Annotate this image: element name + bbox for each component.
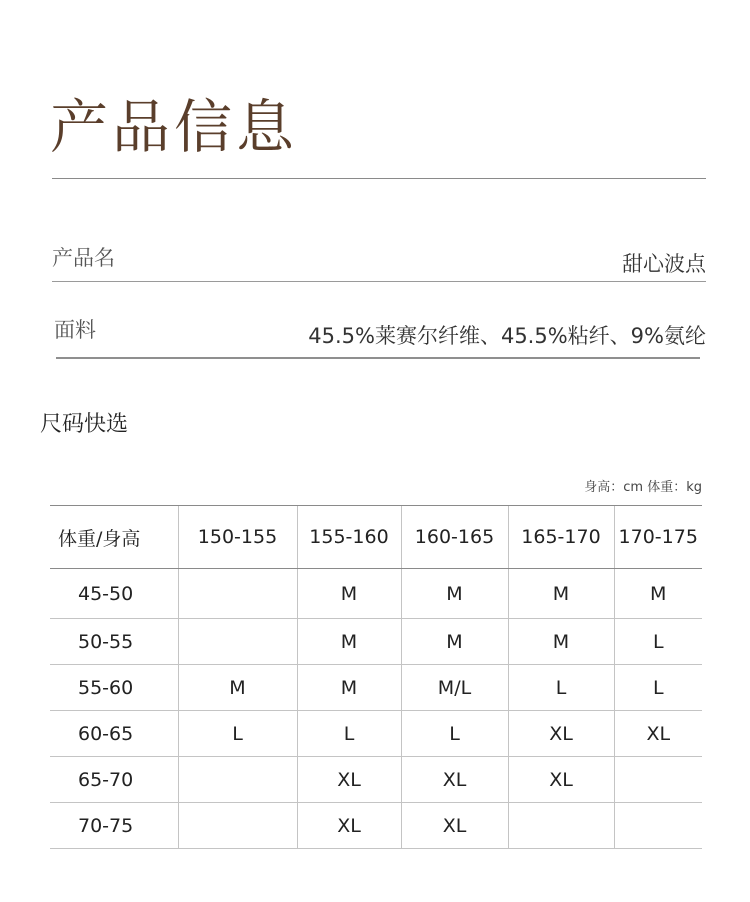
size-cell: XL xyxy=(401,757,508,803)
size-cell: XL xyxy=(297,757,401,803)
size-cell: M xyxy=(614,569,702,619)
size-cell: M/L xyxy=(401,665,508,711)
product-name-value: 甜心波点 xyxy=(622,252,706,276)
height-column-header: 170-175 xyxy=(614,506,702,569)
size-cell: M xyxy=(297,569,401,619)
table-row xyxy=(50,803,702,849)
size-cell xyxy=(508,803,614,849)
fabric-label: 面料 xyxy=(54,318,96,342)
size-cell: M xyxy=(508,619,614,665)
table-row xyxy=(50,569,702,619)
fabric-value: 45.5%莱赛尔纤维、45.5%粘纤、9%氨纶 xyxy=(308,324,706,348)
product-name-divider xyxy=(52,281,706,282)
size-cell: XL xyxy=(614,711,702,757)
size-cell: M xyxy=(401,619,508,665)
table-row xyxy=(50,665,702,711)
size-cell xyxy=(178,619,297,665)
size-cell: M xyxy=(297,665,401,711)
product-name-label: 产品名 xyxy=(52,246,115,270)
table-row xyxy=(50,619,702,665)
size-cell xyxy=(178,803,297,849)
fabric-divider xyxy=(56,357,700,359)
page-title: 产品信息 xyxy=(50,93,299,161)
weight-range-cell: 55-60 xyxy=(50,665,178,711)
size-cell: L xyxy=(614,619,702,665)
size-cell xyxy=(178,757,297,803)
size-cell: M xyxy=(297,619,401,665)
table-header-row xyxy=(50,506,702,569)
size-cell: L xyxy=(401,711,508,757)
weight-range-cell: 70-75 xyxy=(50,803,178,849)
size-cell: M xyxy=(508,569,614,619)
size-cell xyxy=(178,569,297,619)
size-cell: XL xyxy=(297,803,401,849)
size-cell: L xyxy=(297,711,401,757)
table-row xyxy=(50,711,702,757)
corner-header: 体重/身高 xyxy=(50,506,178,569)
height-column-header: 155-160 xyxy=(297,506,401,569)
weight-range-cell: 60-65 xyxy=(50,711,178,757)
size-cell: L xyxy=(178,711,297,757)
title-divider xyxy=(52,178,706,179)
size-cell: XL xyxy=(508,711,614,757)
size-cell: L xyxy=(508,665,614,711)
height-column-header: 165-170 xyxy=(508,506,614,569)
weight-range-cell: 45-50 xyxy=(50,569,178,619)
size-guide-heading: 尺码快选 xyxy=(40,412,129,437)
size-cell: L xyxy=(614,665,702,711)
size-cell xyxy=(614,803,702,849)
height-column-header: 150-155 xyxy=(178,506,297,569)
size-cell: M xyxy=(178,665,297,711)
units-note: 身高：cm 体重：kg xyxy=(584,480,702,495)
table-row xyxy=(50,757,702,803)
weight-range-cell: 50-55 xyxy=(50,619,178,665)
size-cell xyxy=(614,757,702,803)
size-chart-table xyxy=(50,505,702,849)
height-column-header: 160-165 xyxy=(401,506,508,569)
size-cell: XL xyxy=(401,803,508,849)
size-cell: XL xyxy=(508,757,614,803)
size-cell: M xyxy=(401,569,508,619)
weight-range-cell: 65-70 xyxy=(50,757,178,803)
